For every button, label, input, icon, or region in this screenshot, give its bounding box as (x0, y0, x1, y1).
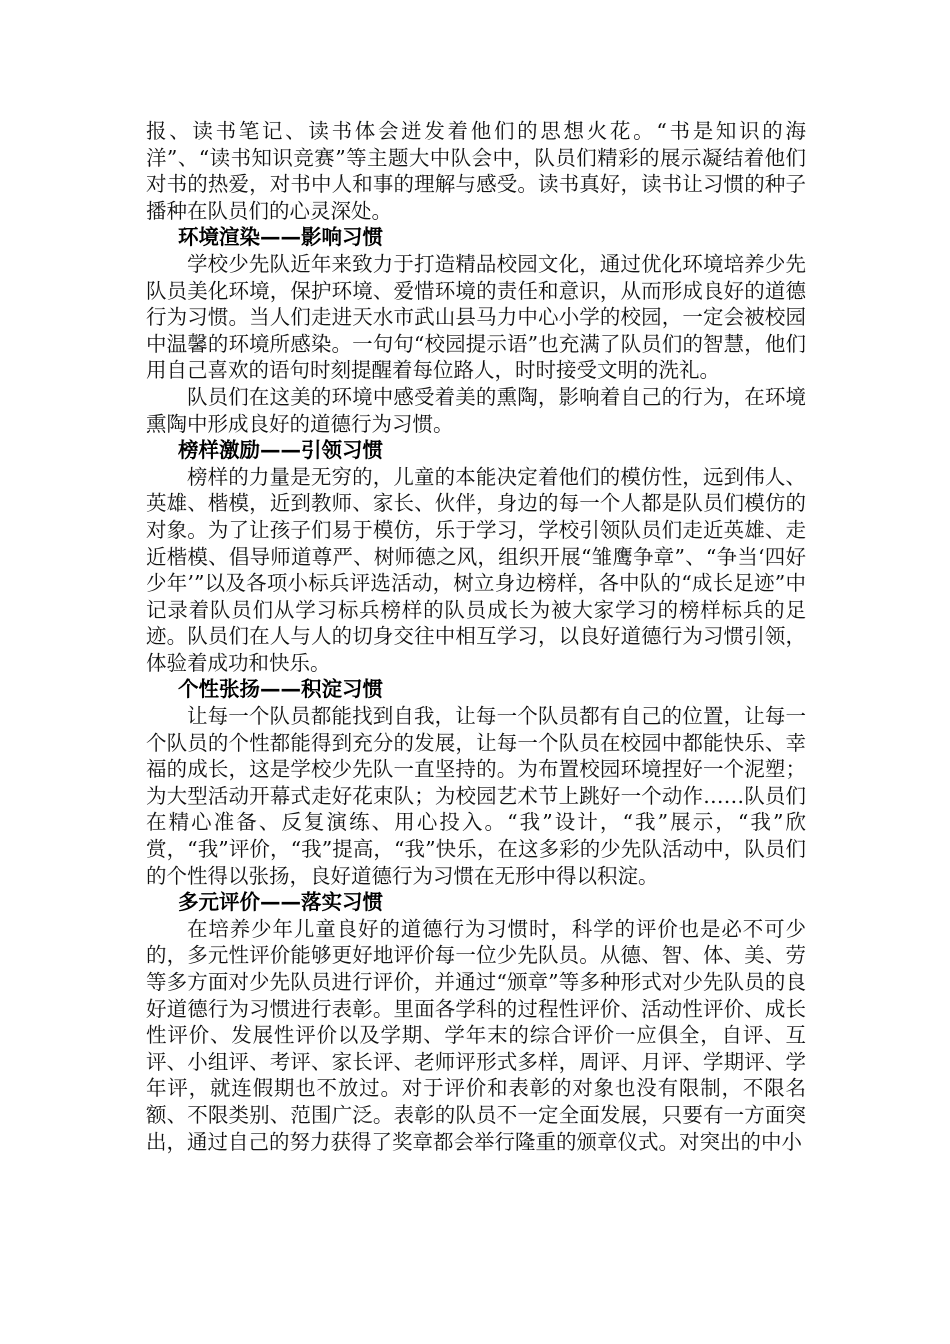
paragraph-individuality: 让每一个队员都能找到自我，让每一个队员都有自己的位置，让每一个队员的个性都能得到充分的发展，让每一个队员在校园中都能快乐、幸福的成长，这是学校少先队一直坚持的。为布置校园环境捏好一个泥塑；为大型活动开幕式走好花束队；为校园艺术节上跳好一个动作……队员们在精心准备、反复演练、用心投入。“我”设计，“我”展示，“我”欣赏，“我”评价，“我”提高，“我”快乐，在这多彩的少先队活动中，队员们的个性得以张扬，良好道德行为习惯在无形中得以积淀。 (146, 704, 806, 888)
heading-role-model: 榜样激励——引领习惯 (178, 438, 383, 463)
heading-evaluation: 多元评价——落实习惯 (178, 890, 383, 915)
document-page (146, 118, 806, 1155)
paragraph-evaluation: 在培养少年儿童良好的道德行为习惯时，科学的评价也是必不可少的，多元性评价能够更好地评价每一位少先队员。从德、智、体、美、劳等多方面对少先队员进行评价，并通过“颁章”等多种形式对少先队员的良好道德行为习惯进行表彰。里面各学科的过程性评价、活动性评价、成长性评价、发展性评价以及学期、学年末的综合评价一应俱全，自评、互评、小组评、考评、家长评、老师评形式多样，周评、月评、学期评、学年评，就连假期也不放过。对于评价和表彰的对象也没有限制，不限名额、不限类别、范围广泛。表彰的队员不一定全面发展，只要有一方面突出，通过自己的努力获得了奖章都会举行隆重的颁章仪式。对突出的中小 (146, 916, 806, 1154)
heading-environment: 环境渲染——影响习惯 (178, 225, 383, 250)
paragraph-reading-ending: 报、读书笔记、读书体会迸发着他们的思想火花。“书是知识的海洋”、“读书知识竞赛”等主题大中队会中，队员们精彩的展示凝结着他们对书的热爱，对书中人和事的理解与感受。读书真好，读书让习惯的种子播种在队员们的心灵深处。 (146, 119, 806, 223)
paragraph-role-model: 榜样的力量是无穷的，儿童的本能决定着他们的模仿性，远到伟人、英雄、楷模，近到教师、家长、伙伴，身边的每一个人都是队员们模仿的对象。为了让孩子们易于模仿，乐于学习，学校引领队员们走近英雄、走近楷模、倡导师道尊严、树师德之风，组织开展“雏鹰争章”、“争当‘四好少年’”以及各项小标兵评选活动，树立身边榜样，各中队的“成长足迹”中记录着队员们从学习标兵榜样的队员成长为被大家学习的榜样标兵的足迹。队员们在人与人的切身交往中相互学习，以良好道德行为习惯引领，体验着成功和快乐。 (146, 464, 806, 675)
paragraph-environment-2: 队员们在这美的环境中感受着美的熏陶，影响着自己的行为，在环境熏陶中形成良好的道德行为习惯。 (146, 384, 806, 436)
paragraph-environment-1: 学校少先队近年来致力于打造精品校园文化，通过优化环境培养少先队员美化环境，保护环境、爱惜环境的责任和意识，从而形成良好的道德行为习惯。当人们走进天水市武山县马力中心小学的校园，一定会被校园中温馨的环境所感染。一句句“校园提示语”也充满了队员们的智慧，他们用自己喜欢的语句时刻提醒着每位路人，时时接受文明的洗礼。 (146, 251, 806, 383)
heading-individuality: 个性张扬——积淀习惯 (178, 677, 383, 702)
